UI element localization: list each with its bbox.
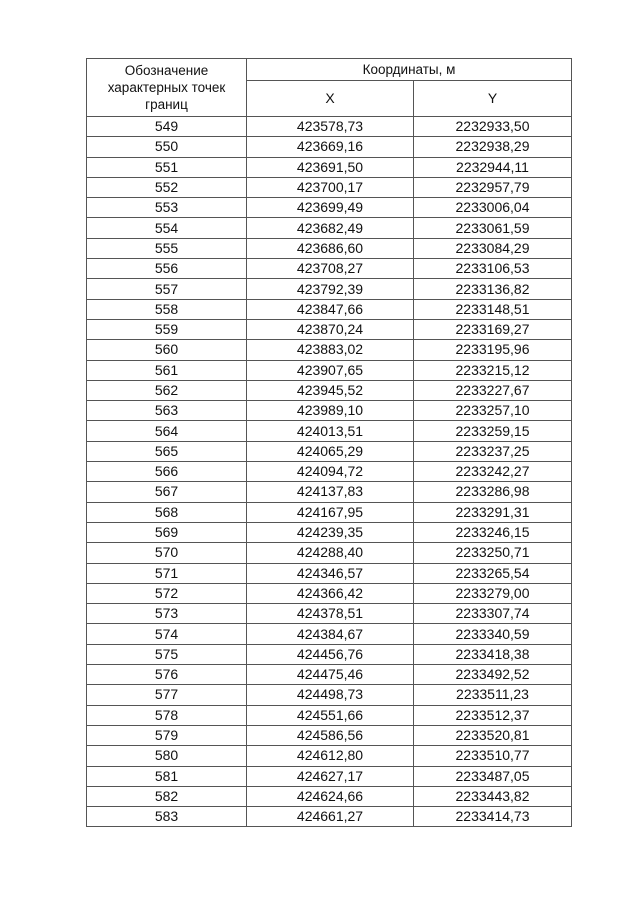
point-number-cell: 564	[87, 421, 247, 441]
point-number-cell: 565	[87, 441, 247, 461]
table-row	[87, 705, 572, 725]
point-number-cell: 569	[87, 522, 247, 542]
table-row	[87, 157, 572, 177]
point-number-cell: 567	[87, 482, 247, 502]
y-coordinate-cell: 2233250,71	[414, 543, 572, 563]
table-row	[87, 563, 572, 583]
y-coordinate-cell: 2233061,59	[414, 218, 572, 238]
x-coordinate-cell: 423989,10	[247, 401, 414, 421]
y-coordinate-cell: 2233227,67	[414, 380, 572, 400]
x-coordinate-cell: 424624,66	[247, 786, 414, 806]
y-coordinate-cell: 2233279,00	[414, 583, 572, 603]
x-coordinate-cell: 423708,27	[247, 259, 414, 279]
y-coordinate-cell: 2233512,37	[414, 705, 572, 725]
table-row	[87, 807, 572, 827]
x-coordinate-cell: 423691,50	[247, 157, 414, 177]
point-label-line-2: характерных точек	[107, 80, 226, 95]
header-row-top	[87, 59, 572, 81]
x-coordinate-cell: 423847,66	[247, 299, 414, 319]
table-row	[87, 319, 572, 339]
y-coordinate-cell: 2233418,38	[414, 644, 572, 664]
x-coordinate-cell: 424094,72	[247, 462, 414, 482]
x-header: X	[247, 81, 414, 117]
y-coordinate-cell: 2233340,59	[414, 624, 572, 644]
table-row	[87, 522, 572, 542]
table-row	[87, 583, 572, 603]
x-coordinate-cell: 424366,42	[247, 583, 414, 603]
coordinates-table	[86, 58, 572, 827]
x-coordinate-cell: 423883,02	[247, 340, 414, 360]
y-coordinate-cell: 2233195,96	[414, 340, 572, 360]
point-number-cell: 568	[87, 502, 247, 522]
point-number-cell: 566	[87, 462, 247, 482]
point-number-cell: 560	[87, 340, 247, 360]
x-coordinate-cell: 424167,95	[247, 502, 414, 522]
x-coordinate-cell: 423686,60	[247, 238, 414, 258]
x-coordinate-cell: 424551,66	[247, 705, 414, 725]
x-coordinate-cell: 423907,65	[247, 360, 414, 380]
table-row	[87, 746, 572, 766]
y-coordinate-cell: 2233492,52	[414, 665, 572, 685]
x-coordinate-cell: 423669,16	[247, 137, 414, 157]
x-coordinate-cell: 424612,80	[247, 746, 414, 766]
table-row	[87, 299, 572, 319]
x-coordinate-cell: 423700,17	[247, 177, 414, 197]
y-header: Y	[414, 81, 572, 117]
point-number-cell: 570	[87, 543, 247, 563]
table-row	[87, 441, 572, 461]
table-row	[87, 401, 572, 421]
x-coordinate-cell: 424475,46	[247, 665, 414, 685]
y-coordinate-cell: 2233520,81	[414, 725, 572, 745]
table-header	[87, 59, 572, 117]
point-number-cell: 557	[87, 279, 247, 299]
y-coordinate-cell: 2233487,05	[414, 766, 572, 786]
x-coordinate-cell: 424384,67	[247, 624, 414, 644]
point-number-cell: 583	[87, 807, 247, 827]
y-coordinate-cell: 2233286,98	[414, 482, 572, 502]
point-number-cell: 572	[87, 583, 247, 603]
table-row	[87, 198, 572, 218]
table-row	[87, 786, 572, 806]
point-number-cell: 550	[87, 137, 247, 157]
y-coordinate-cell: 2233510,77	[414, 746, 572, 766]
x-coordinate-cell: 424661,27	[247, 807, 414, 827]
x-coordinate-cell: 424288,40	[247, 543, 414, 563]
point-number-cell: 552	[87, 177, 247, 197]
y-coordinate-cell: 2233246,15	[414, 522, 572, 542]
point-number-cell: 555	[87, 238, 247, 258]
y-coordinate-cell: 2232957,79	[414, 177, 572, 197]
coordinates-header: Координаты, м	[247, 59, 572, 81]
table-row	[87, 766, 572, 786]
point-label-line-3: границ	[145, 97, 188, 112]
point-number-cell: 571	[87, 563, 247, 583]
table-row	[87, 624, 572, 644]
x-coordinate-cell: 423945,52	[247, 380, 414, 400]
point-number-cell: 562	[87, 380, 247, 400]
point-number-cell: 551	[87, 157, 247, 177]
x-coordinate-cell: 424456,76	[247, 644, 414, 664]
table-row	[87, 725, 572, 745]
point-number-cell: 577	[87, 685, 247, 705]
table-row	[87, 604, 572, 624]
table-row	[87, 340, 572, 360]
y-coordinate-cell: 2233259,15	[414, 421, 572, 441]
x-coordinate-cell: 424013,51	[247, 421, 414, 441]
y-coordinate-cell: 2233237,25	[414, 441, 572, 461]
point-number-cell: 579	[87, 725, 247, 745]
point-number-cell: 581	[87, 766, 247, 786]
point-number-cell: 578	[87, 705, 247, 725]
table-body	[87, 117, 572, 827]
point-number-cell: 561	[87, 360, 247, 380]
x-coordinate-cell: 423792,39	[247, 279, 414, 299]
table-row	[87, 482, 572, 502]
table-row	[87, 502, 572, 522]
y-coordinate-cell: 2233242,27	[414, 462, 572, 482]
x-coordinate-cell: 423578,73	[247, 117, 414, 137]
x-coordinate-cell: 424498,73	[247, 685, 414, 705]
y-coordinate-cell: 2233106,53	[414, 259, 572, 279]
table-row	[87, 259, 572, 279]
x-coordinate-cell: 424065,29	[247, 441, 414, 461]
point-number-cell: 553	[87, 198, 247, 218]
point-number-cell: 573	[87, 604, 247, 624]
point-number-cell: 576	[87, 665, 247, 685]
y-coordinate-cell: 2233006,04	[414, 198, 572, 218]
y-coordinate-cell: 2232944,11	[414, 157, 572, 177]
x-coordinate-cell: 424627,17	[247, 766, 414, 786]
point-number-cell: 574	[87, 624, 247, 644]
table-row	[87, 380, 572, 400]
x-coordinate-cell: 424346,57	[247, 563, 414, 583]
point-number-cell: 554	[87, 218, 247, 238]
table-row	[87, 685, 572, 705]
point-number-cell: 549	[87, 117, 247, 137]
table-row	[87, 543, 572, 563]
y-coordinate-cell: 2233169,27	[414, 319, 572, 339]
table-row	[87, 279, 572, 299]
table-row	[87, 137, 572, 157]
x-coordinate-cell: 423682,49	[247, 218, 414, 238]
table-row	[87, 644, 572, 664]
point-number-cell: 556	[87, 259, 247, 279]
y-coordinate-cell: 2233414,73	[414, 807, 572, 827]
x-coordinate-cell: 424378,51	[247, 604, 414, 624]
y-coordinate-cell: 2233511,23	[414, 685, 572, 705]
y-coordinate-cell: 2233257,10	[414, 401, 572, 421]
x-coordinate-cell: 424137,83	[247, 482, 414, 502]
table-row	[87, 177, 572, 197]
point-number-cell: 580	[87, 746, 247, 766]
table-row	[87, 218, 572, 238]
y-coordinate-cell: 2232938,29	[414, 137, 572, 157]
point-number-cell: 582	[87, 786, 247, 806]
x-coordinate-cell: 424239,35	[247, 522, 414, 542]
x-coordinate-cell: 424586,56	[247, 725, 414, 745]
y-coordinate-cell: 2233215,12	[414, 360, 572, 380]
table-row	[87, 238, 572, 258]
table-row	[87, 462, 572, 482]
y-coordinate-cell: 2232933,50	[414, 117, 572, 137]
point-number-cell: 558	[87, 299, 247, 319]
point-number-cell: 575	[87, 644, 247, 664]
x-coordinate-cell: 423870,24	[247, 319, 414, 339]
point-number-cell: 563	[87, 401, 247, 421]
table-row	[87, 360, 572, 380]
table-row	[87, 117, 572, 137]
y-coordinate-cell: 2233307,74	[414, 604, 572, 624]
table-row	[87, 421, 572, 441]
y-coordinate-cell: 2233148,51	[414, 299, 572, 319]
y-coordinate-cell: 2233265,54	[414, 563, 572, 583]
point-number-cell: 559	[87, 319, 247, 339]
y-coordinate-cell: 2233291,31	[414, 502, 572, 522]
y-coordinate-cell: 2233084,29	[414, 238, 572, 258]
y-coordinate-cell: 2233443,82	[414, 786, 572, 806]
table-row	[87, 665, 572, 685]
point-label-header	[87, 59, 247, 117]
y-coordinate-cell: 2233136,82	[414, 279, 572, 299]
x-coordinate-cell: 423699,49	[247, 198, 414, 218]
point-label-line-1: Обозначение	[124, 63, 209, 78]
